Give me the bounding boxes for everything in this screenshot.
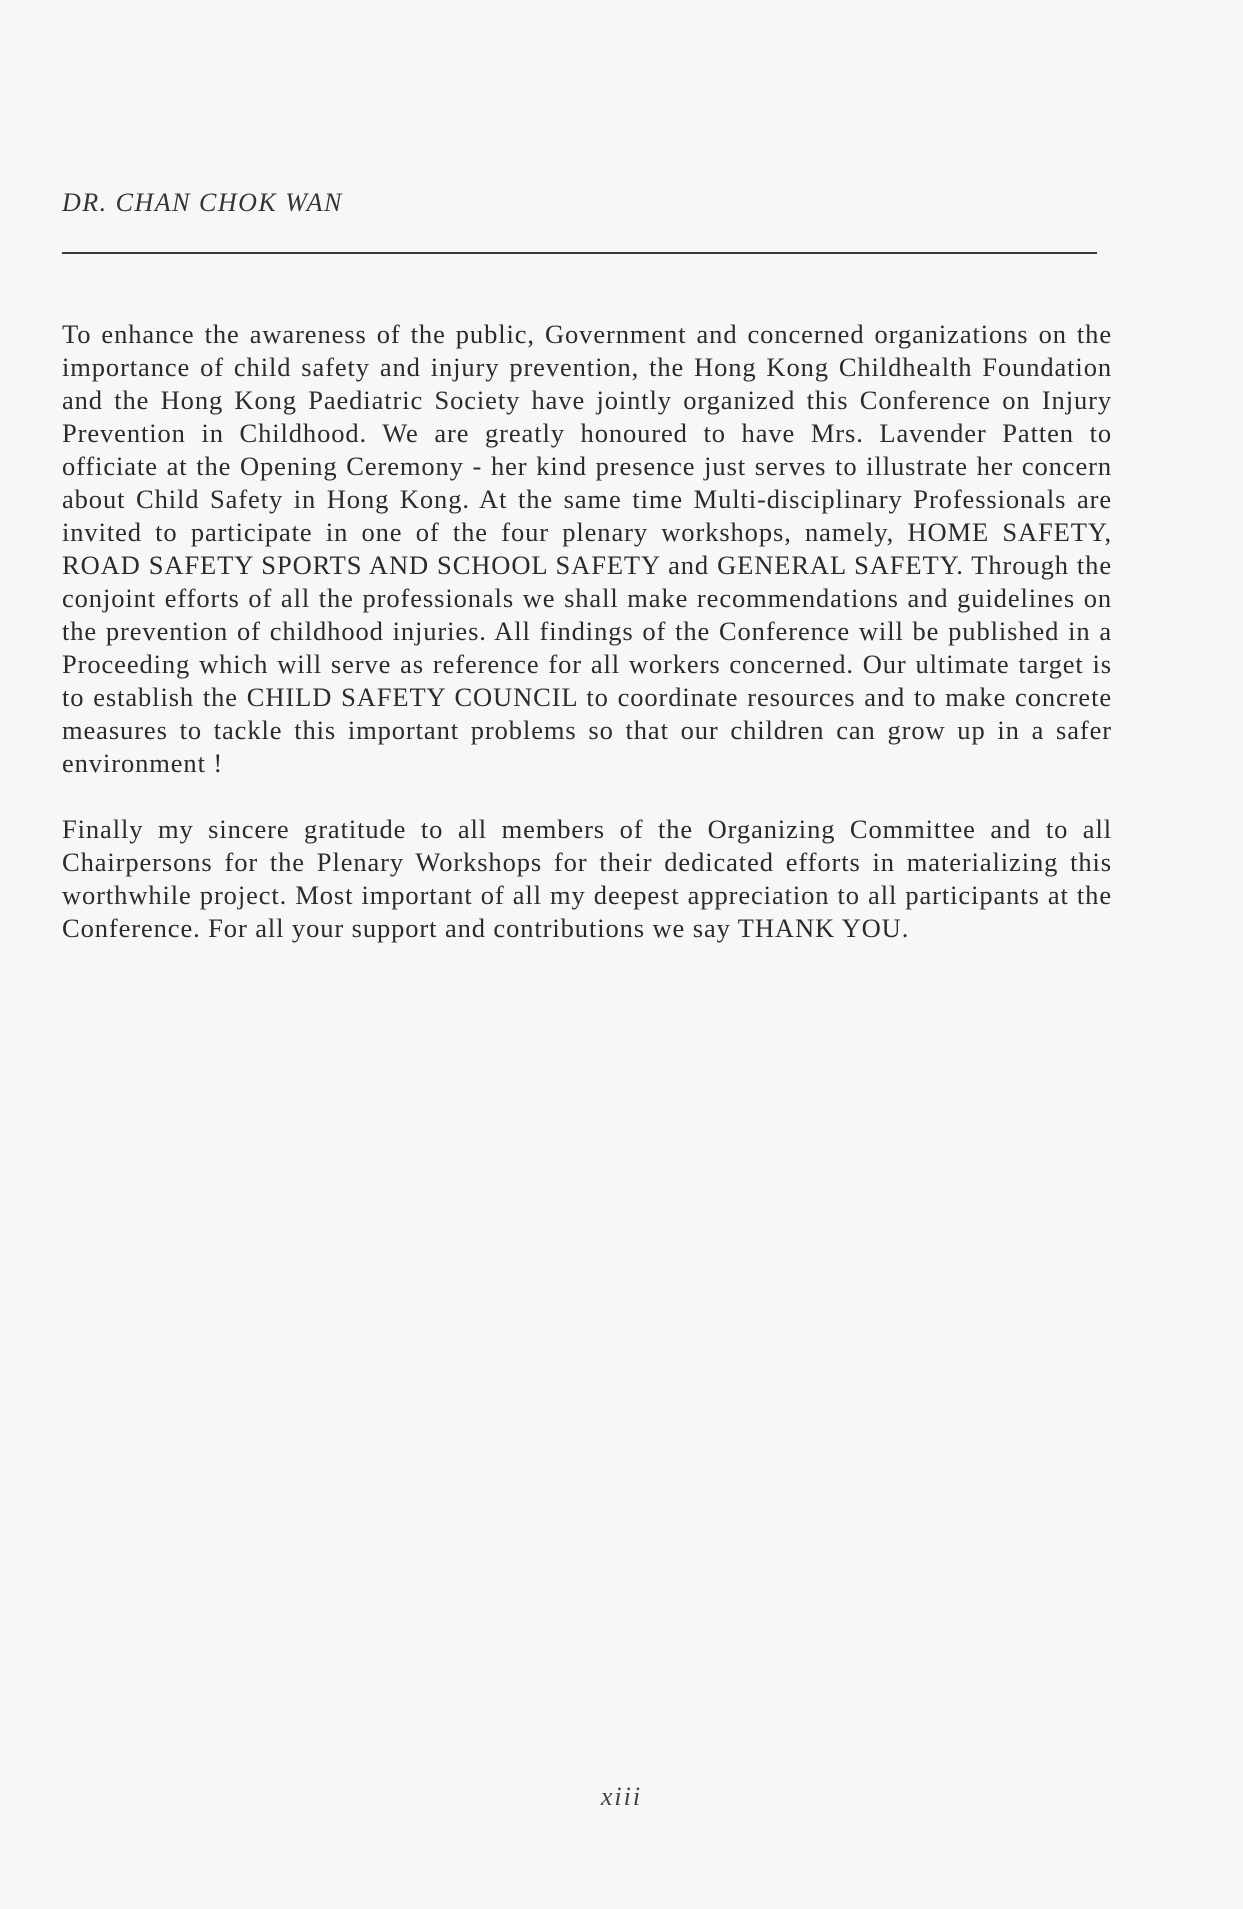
header-divider — [62, 252, 1097, 254]
page-number: xiii — [600, 1782, 643, 1811]
paragraph-introduction: To enhance the awareness of the public, Government and concerned organizations on the importance of child safety and injury prevention, the Hong Kong Childhealth Foundation and the Hong Kong Paediatric Society have jointly organized this Conference on Injury Prevention in Childhood. We are greatly honoured to have Mrs. Lavender Patten to officiate at the Opening Ceremony - her kind presence just serves to illustrate her concern about Child Safety in Hong Kong. At the same time Multi-disciplinary Professionals are invited to participate in one of the four plenary workshops, namely, HOME SAFETY, ROAD SAFETY SPORTS AND SCHOOL SAFETY and GENERAL SAFETY. Through the conjoint efforts of all the professionals we shall make recommendations and guidelines on the prevention of childhood injuries. All findings of the Conference will be published in a Proceeding which will serve as reference for all workers concerned. Our ultimate target is to establish the CHILD SAFETY COUNCIL to coordinate resources and to make concrete measures to tackle this important problems so that our children can grow up in a safer environment ! — [62, 319, 1112, 778]
author-heading: DR. CHAN CHOK WAN — [62, 188, 343, 217]
message-body — [62, 318, 1112, 945]
paragraph-gratitude: Finally my sincere gratitude to all members of the Organizing Committee and to all Chairpersons for the Plenary Workshops for their dedicated efforts in materializing this worthwhile project. Most important of all my deepest appreciation to all participants at the Conference. For all your support and contributions we say THANK YOU. — [62, 814, 1112, 943]
